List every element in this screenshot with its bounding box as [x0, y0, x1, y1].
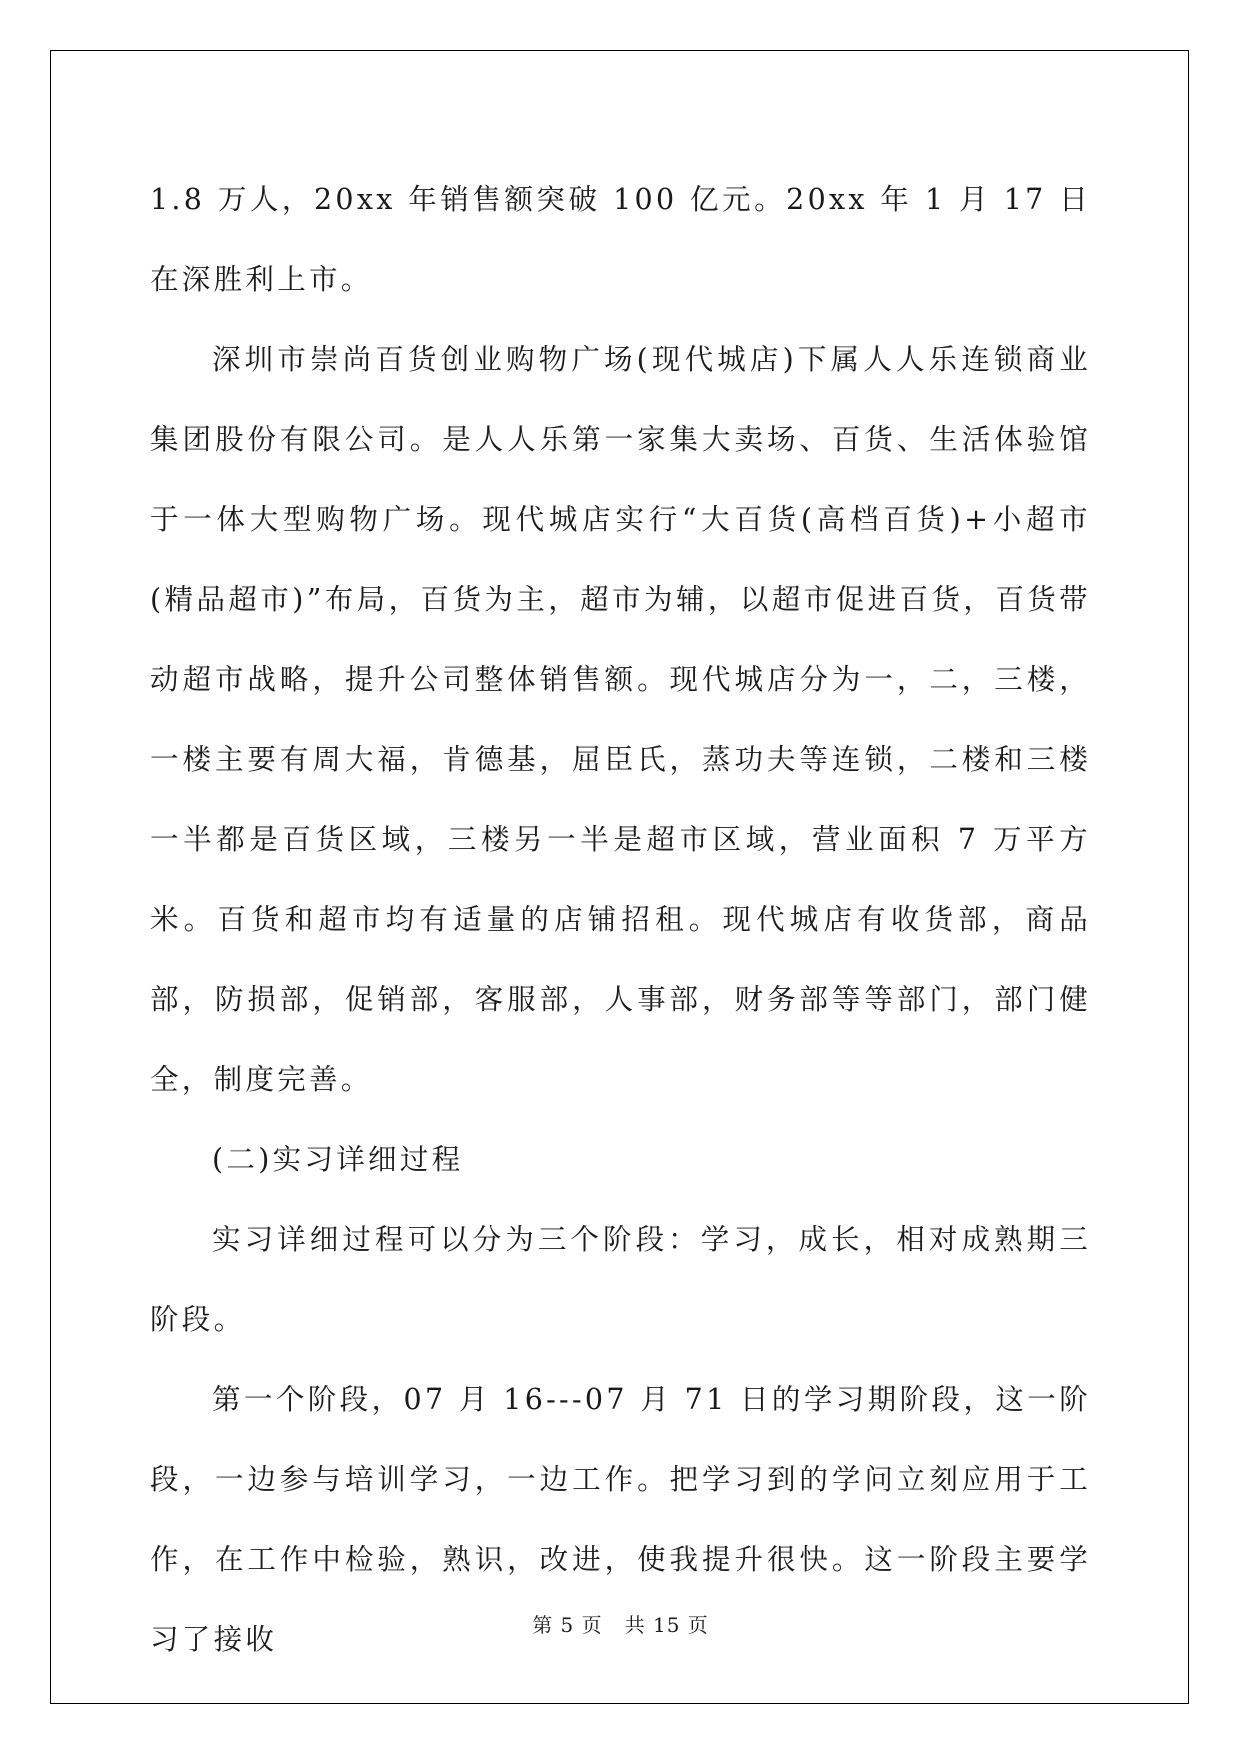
section-heading: (二)实习详细过程: [212, 1143, 464, 1176]
document-body: [150, 160, 1091, 1680]
paragraph-1: 1.8 万人，20xx 年销售额突破 100 亿元。20xx 年 1 月 17 日在深胜利上市。: [150, 183, 1091, 296]
paragraph-4: 第一个阶段，07 月 16---07 月 71 日的学习期阶段，这一阶段，一边参与培训学习，一边工作。把学习到的学问立刻应用于工作，在工作中检验，熟识，改进，使我提升很快。这一阶段主要学习了接收: [150, 1383, 1091, 1656]
page-total: 共 15 页: [624, 1613, 709, 1637]
page-footer: [0, 1609, 1241, 1638]
paragraph-3: 实习详细过程可以分为三个阶段：学习，成长，相对成熟期三阶段。: [150, 1223, 1091, 1336]
page-number: 第 5 页: [532, 1613, 603, 1637]
paragraph-2: 深圳市崇尚百货创业购物广场(现代城店)下属人人乐连锁商业集团股份有限公司。是人人乐第一家集大卖场、百货、生活体验馆于一体大型购物广场。现代城店实行“大百货(高档百货)+小超市(精品超市)”布局，百货为主，超市为辅，以超市促进百货，百货带动超市战略，提升公司整体销售额。现代城店分为一，二，三楼，一楼主要有周大福，肯德基，屈臣氏，蒸功夫等连锁，二楼和三楼一半都是百货区域，三楼另一半是超市区域，营业面积 7 万平方米。百货和超市均有适量的店铺招租。现代城店有收货部，商品部，防损部，促销部，客服部，人事部，财务部等等部门，部门健全，制度完善。: [150, 343, 1091, 1096]
